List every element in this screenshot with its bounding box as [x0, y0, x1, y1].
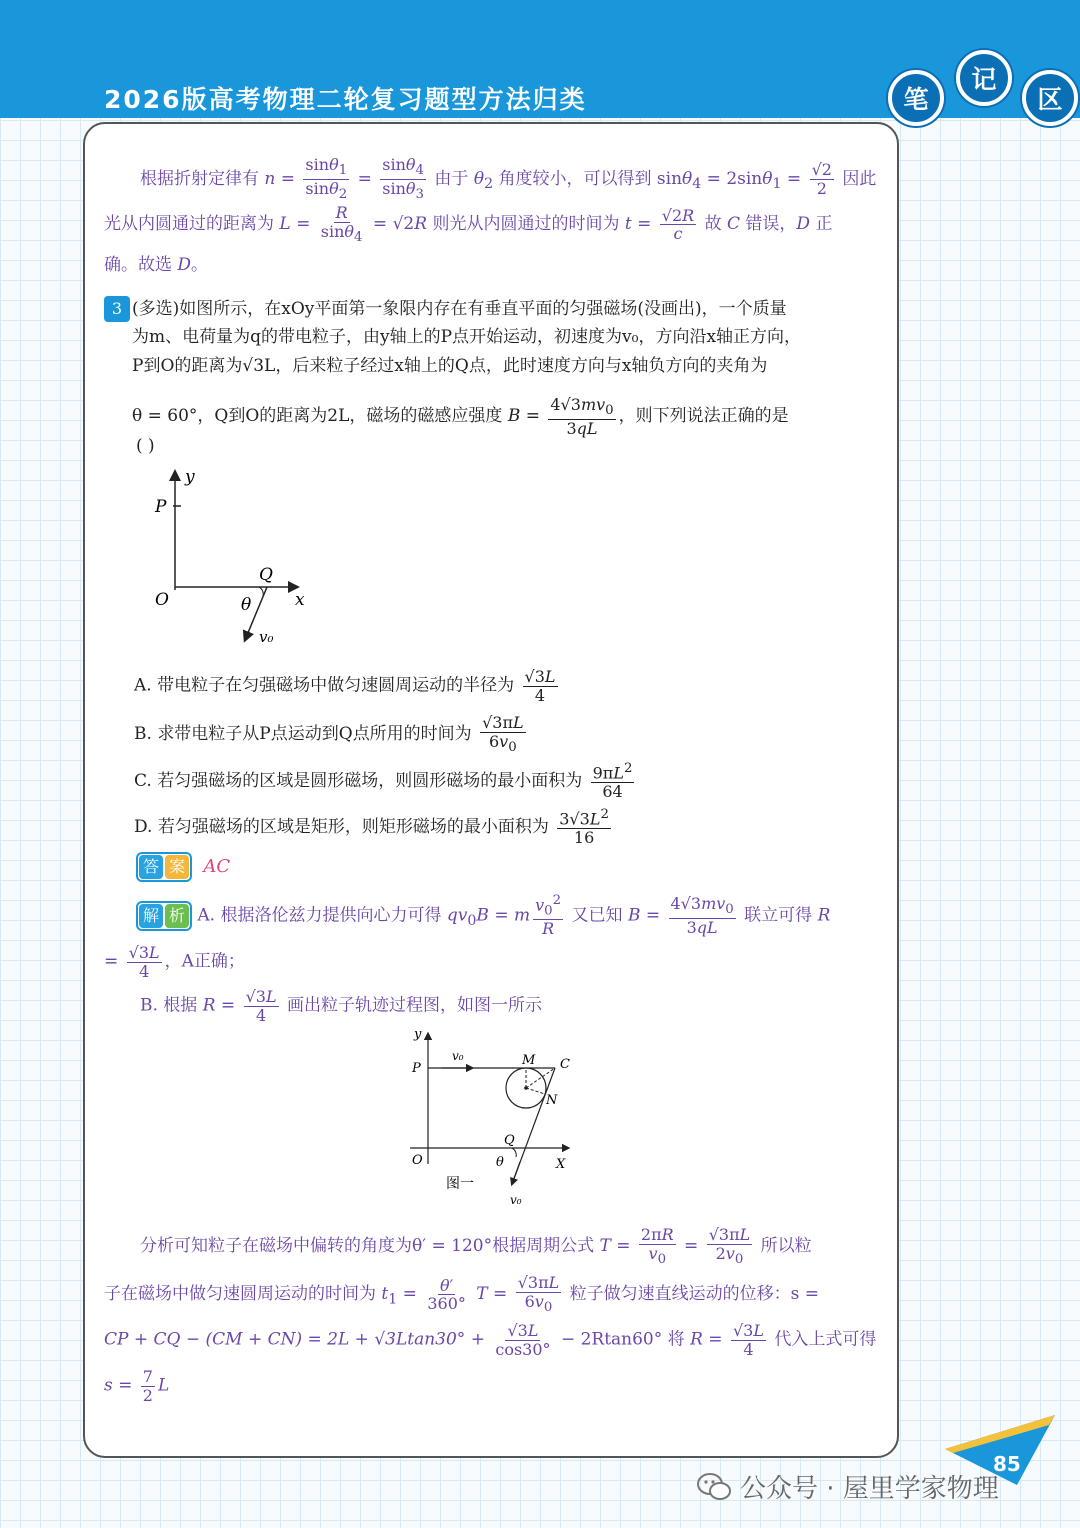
page-number: 85 [993, 1452, 1021, 1476]
analysis-line-1: 解 析 A. 根据洛伦兹力提供向心力可得 $qv_0B = m$ $\frac{v_0^2}{R}$ 又已知 B = $\frac{4√3mv_0}{3qL}$ 联立可得 R [136, 894, 830, 938]
fig1-label-o: O [155, 590, 169, 610]
fig2-label-o: O [412, 1153, 423, 1168]
header-title: 2026版高考物理二轮复习题型方法归类 [104, 85, 587, 114]
fig1-label-x: x [295, 590, 305, 610]
question-number: 3 [104, 296, 130, 322]
prev-line-3: 确。故选 D。 [104, 255, 209, 275]
analysis-line-6: CP + CQ − (CM + CN) = 2L + √3Ltan30° + $\frac{√3L}{\cos 30^\circ}$ − 2Rtan60° 将 R = $\frac{√3L}{4}$ 代入上式可得 [104, 1321, 877, 1359]
figure-1 [145, 462, 320, 652]
analysis-line-7: s = $\frac{7}{2}$ L [104, 1367, 170, 1405]
analysis-line-3: B. 根据 R = $\frac{√3L}{4}$ 画出粒子轨迹过程图，如图一所示 [140, 987, 542, 1025]
badge-qu: 区 [1022, 70, 1078, 126]
fig1-label-v0: v₀ [259, 628, 274, 646]
badge-ji: 记 [956, 50, 1012, 106]
badge-bi: 笔 [888, 70, 944, 126]
answer-tag: 答 案 [136, 852, 192, 882]
question-line-1: 3 (多选)如图所示，在xOy平面第一象限内存在有垂直平面的匀强磁场(没画出)，一个质量 [104, 296, 787, 322]
analysis-tag: 解 析 [136, 901, 192, 931]
fig1-label-theta: θ [241, 595, 252, 615]
fig2-label-y: y [414, 1027, 422, 1042]
fig2-label-x: X [556, 1157, 566, 1172]
option-a: A. 带电粒子在匀强磁场中做匀速圆周运动的半径为 $\frac{√3L}{4}$ [134, 667, 556, 705]
fig1-label-q: Q [259, 565, 273, 585]
analysis-line-2: = $\frac{√3L}{4}$ ，A正确； [104, 943, 245, 981]
answer-row [136, 852, 230, 882]
figure-2 [400, 1024, 590, 1214]
analysis-line-5: 子在磁场中做匀速圆周运动的时间为 $t_1$ = $\frac{\theta'}{360^\circ}$ T = $\frac{√3\pi L}{6v_0}$ 粒子做匀速直线运动的位移：s = [104, 1273, 819, 1315]
fig2-label-v0: v₀ [452, 1049, 464, 1063]
answer-paren: ( ) [136, 436, 155, 456]
prev-line-1: 根据折射定律有 n = $\frac{\sin\theta_1}{\sin\theta_2}$ = $\frac{\sin\theta_4}{\sin\theta_3}$ 由于 $\theta_2$ 角度较小，可以得到 sinθ$_4$ = 2sinθ$_1$ = $\frac{√2}{2}$ 因此 [140, 155, 877, 203]
fig2-label-p: P [412, 1061, 421, 1076]
wechat-icon [696, 1472, 732, 1502]
fig2-label-m: M [522, 1053, 536, 1068]
prev-line-2: 光从内圆通过的距离为 L = $\frac{R}{\sin\theta_4}$ = √2R 则光从内圆通过的时间为 t = $\frac{√2R}{c}$ 故 C 错误，D 正 [104, 203, 833, 245]
fig2-label-q: Q [504, 1133, 515, 1148]
option-d: D. 若匀强磁场的区域是矩形，则矩形磁场的最小面积为 $\frac{3√3L^2}{16}$ [134, 807, 609, 847]
question-line-2: 为m、电荷量为q的带电粒子，由y轴上的P点开始运动，初速度为v₀，方向沿x轴正方向， [132, 327, 802, 347]
fig2-label-theta: θ [496, 1155, 504, 1170]
option-b: B. 求带电粒子从P点运动到Q点所用的时间为 $\frac{√3\pi L}{6v_0}$ [134, 713, 524, 755]
fig2-label-v0-bottom: v₀ [510, 1193, 522, 1207]
fig2-label-c: C [560, 1057, 570, 1072]
question-line-3: P到O的距离为√3L，后来粒子经过x轴上的Q点，此时速度方向与x轴负方向的夹角为 [132, 356, 768, 376]
watermark: 公众号 · 屋里学家物理 [696, 1468, 999, 1505]
analysis-line-4: 分析可知粒子在磁场中偏转的角度为θ′ = 120°根据周期公式 T = $\frac{2\pi R}{v_0}$ = $\frac{√3\pi L}{2v_0}$ 所以粒 [140, 1225, 812, 1267]
fig1-label-y: y [185, 467, 195, 487]
answer-value: AC [203, 855, 231, 877]
option-c: C. 若匀强磁场的区域是圆形磁场，则圆形磁场的最小面积为 $\frac{9\pi L^2}{64}$ [134, 761, 633, 801]
fig2-caption: 图一 [446, 1176, 474, 1192]
fig2-label-n: N [546, 1093, 558, 1108]
question-line-4: θ = 60°，Q到O的距离为2L，磁场的磁感应强度 B = $\frac{4√3mv_0}{3qL}$ ，则下列说法正确的是 [132, 395, 789, 438]
fig1-label-p: P [155, 497, 167, 517]
